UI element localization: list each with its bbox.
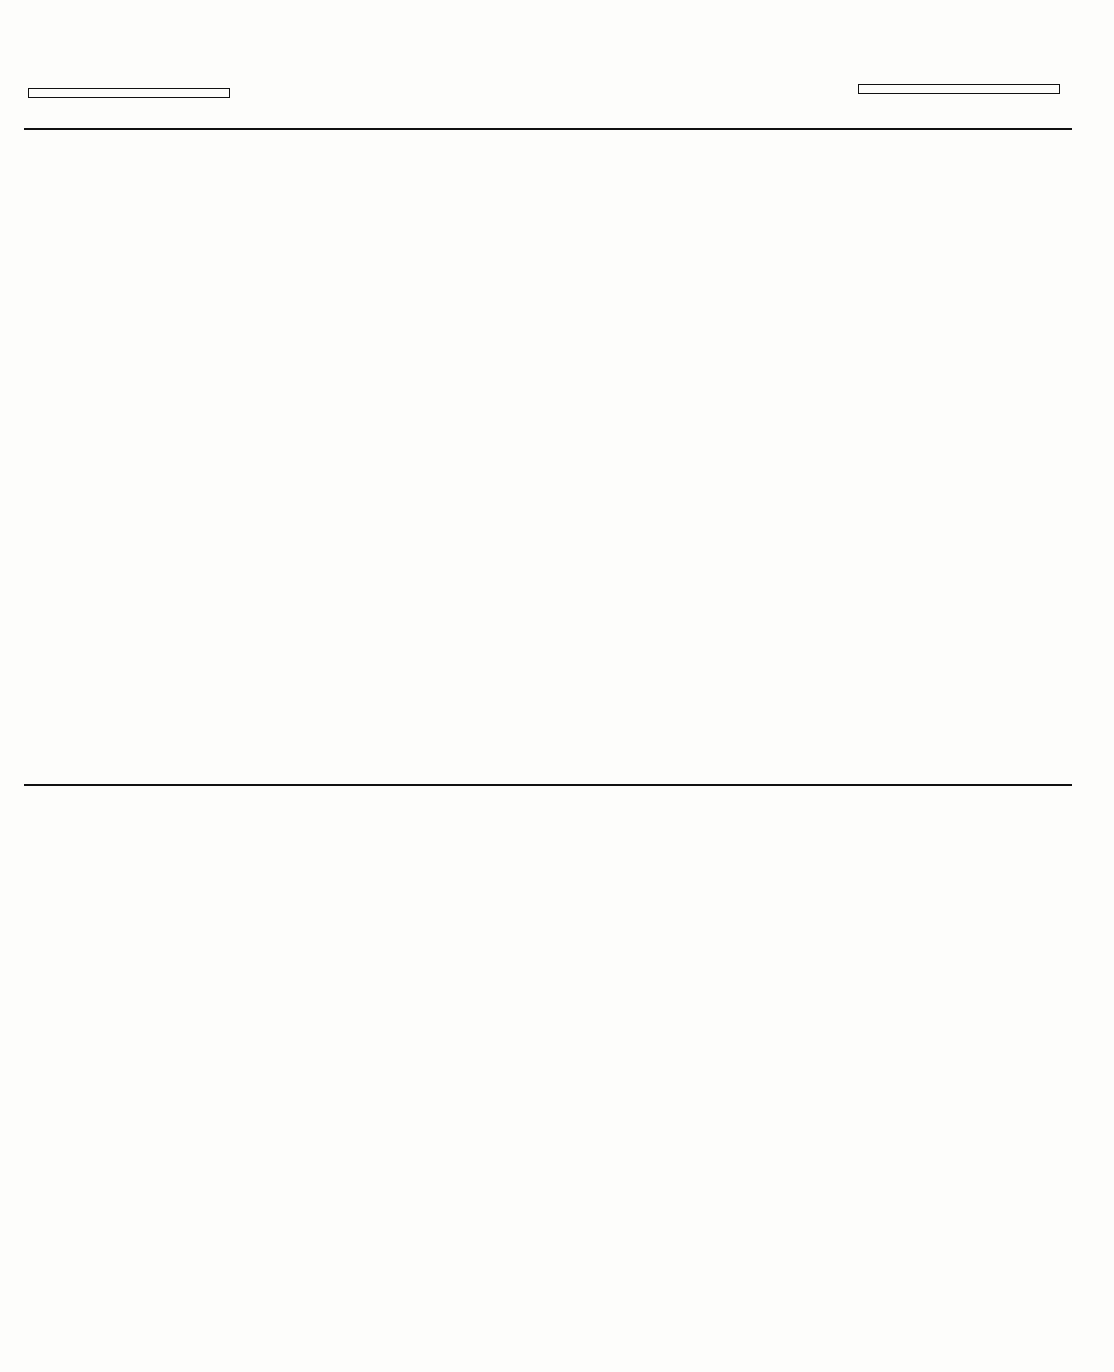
weather-forecast-box-right — [858, 84, 1060, 94]
top-section-rule — [24, 128, 1072, 130]
weather-forecast-box-left — [28, 88, 230, 98]
middle-rule — [24, 784, 1072, 786]
